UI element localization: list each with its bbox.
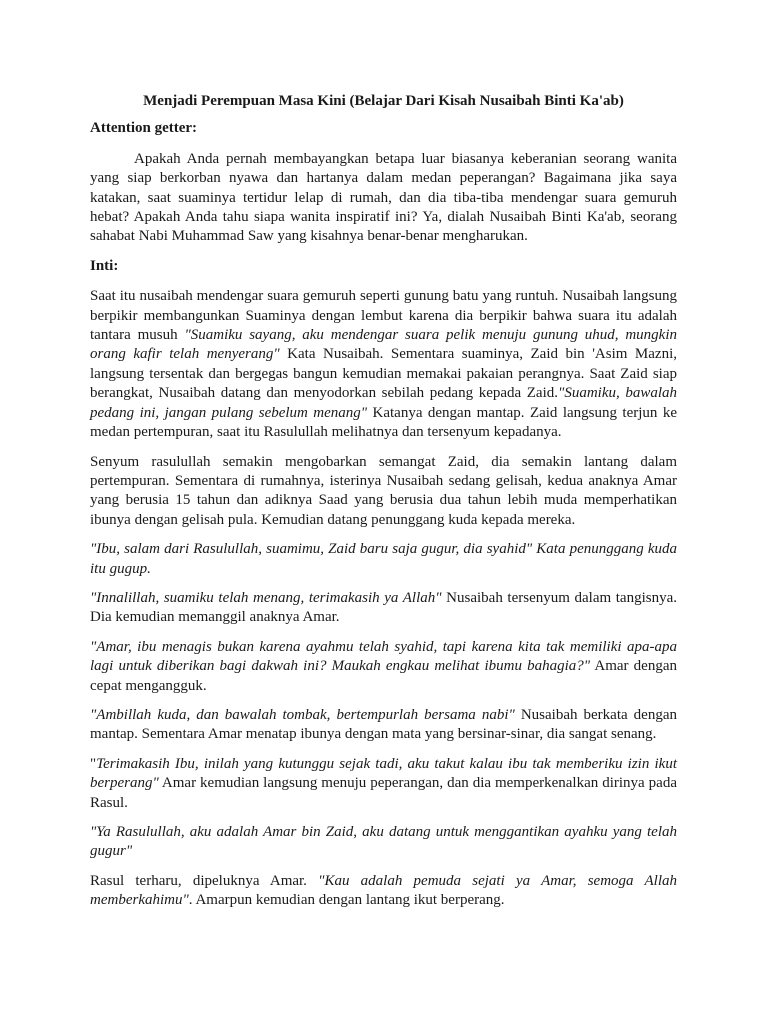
paragraph-8 — [90, 823, 677, 862]
paragraph-1 — [90, 287, 677, 442]
quote-span: "Amar, ibu menagis bukan karena ayahmu telah syahid, tapi karena kita tak memiliki apa-apa lagi untuk diberikan bagi dakwah ini? Maukah engkau melihat ibumu bahagia?" — [90, 638, 677, 675]
quote-span: "Suamiku sayang, aku mendengar suara pelik menuju gunung uhud, mungkin orang kafir telah menyerang" — [90, 327, 677, 363]
paragraph-6 — [90, 706, 677, 745]
document-page — [90, 92, 677, 921]
quote-span: "Ya Rasulullah, aku adalah Amar bin Zaid, aku datang untuk menggantikan ayahku yang telah gugur" — [90, 824, 677, 860]
text-span: " — [90, 755, 97, 772]
quote-span: Terimakasih Ibu, inilah yang kutunggu sejak tadi, aku takut kalau ibu tak memberiku izin ikut berperang" — [90, 755, 677, 792]
text-span: Nusaibah berkata dengan mantap. Sementara Amar menatap ibunya dengan mata yang bersinar-sinar, dia sangat senang. — [90, 706, 677, 743]
paragraph-7 — [90, 755, 677, 813]
text-span: Rasul terharu, dipeluknya Amar. — [90, 872, 319, 889]
text-span: Kata Nusaibah. Sementara suaminya, Zaid bin 'Asim Mazni, langsung tersentak dan bergegas bangun kemudian memakai pakaian perangnya. Saat Zaid siap berangkat, Nusaibah datang dan menyodorkan sebilah pedang kepada Zaid. — [90, 346, 677, 402]
text-span: Saat itu nusaibah mendengar suara gemuruh seperti gunung batu yang runtuh. Nusaibah langsung berpikir membangunkan Suaminya dengan lembut karena dia berpikir bahwa suara itu adalah tantara musuh — [90, 288, 677, 344]
quote-span: "Kau adalah pemuda sejati ya Amar, semoga Allah memberkahimu" — [90, 872, 677, 909]
quote-span: "Suamiku, bawalah pedang ini, jangan pulang sebelum menang" — [90, 385, 677, 421]
paragraph-3 — [90, 540, 677, 579]
paragraph-9 — [90, 872, 677, 911]
quote-span: "Ambillah kuda, dan bawalah tombak, bertempurlah bersama nabi" — [90, 706, 515, 723]
paragraph-2: Senyum rasulullah semakin mengobarkan semangat Zaid, dia semakin lantang dalam pertempuran. Sementara di rumahnya, isterinya Nusaibah sedang gelisah, kedua anaknya Amar yang berusia 15 tahun dan adiknya Saad yang berusia dua tahun lebih muda memperhatikan ibunya dengan gelisah pula. Kemudian datang penunggang kuda kepada mereka. — [90, 453, 677, 528]
paragraph-attention-getter: Apakah Anda pernah membayangkan betapa luar biasanya keberanian seorang wanita yang siap berkorban nyawa dan hartanya dalam medan peperangan? Bagaimana jika saya katakan, saat suaminya tertidur lelap di rumah, dan dia tiba-tiba mendengar suara gemuruh hebat? Apakah Anda tahu siapa wanita inspiratif ini? Ya, dialah Nusaibah Binti Ka'ab, seorang sahabat Nabi Muhammad Saw yang kisahnya benar-benar mengharukan. — [90, 150, 677, 245]
paragraph-5 — [90, 638, 677, 696]
section-heading-inti: Inti: — [90, 257, 119, 274]
document-title: Menjadi Perempuan Masa Kini (Belajar Dari Kisah Nusaibah Binti Ka'ab) — [143, 93, 624, 109]
text-span: . Amarpun kemudian dengan lantang ikut berperang. — [188, 892, 505, 909]
section-heading-attention: Attention getter: — [90, 120, 198, 137]
quote-span: "Innalillah, suamiku telah menang, terimakasih ya Allah" — [90, 589, 442, 606]
paragraph-4 — [90, 589, 677, 628]
text-span: Katanya dengan mantap. Zaid langsung terjun ke medan pertempuran, saat itu Rasulullah melihatnya dan tersenyum kepadanya. — [90, 404, 677, 441]
text-span: Amar kemudian langsung menuju peperangan, dan dia memperkenalkan dirinya pada Rasul. — [90, 775, 677, 811]
text-span: Amar dengan cepat mengangguk. — [90, 658, 678, 694]
text-span: Nusaibah tersenyum dalam tangisnya. Dia kemudian memanggil anaknya Amar. — [90, 589, 677, 626]
quote-span: "Ibu, salam dari Rasulullah, suamimu, Zaid baru saja gugur, dia syahid" Kata penunggang kuda itu gugup. — [90, 541, 677, 577]
